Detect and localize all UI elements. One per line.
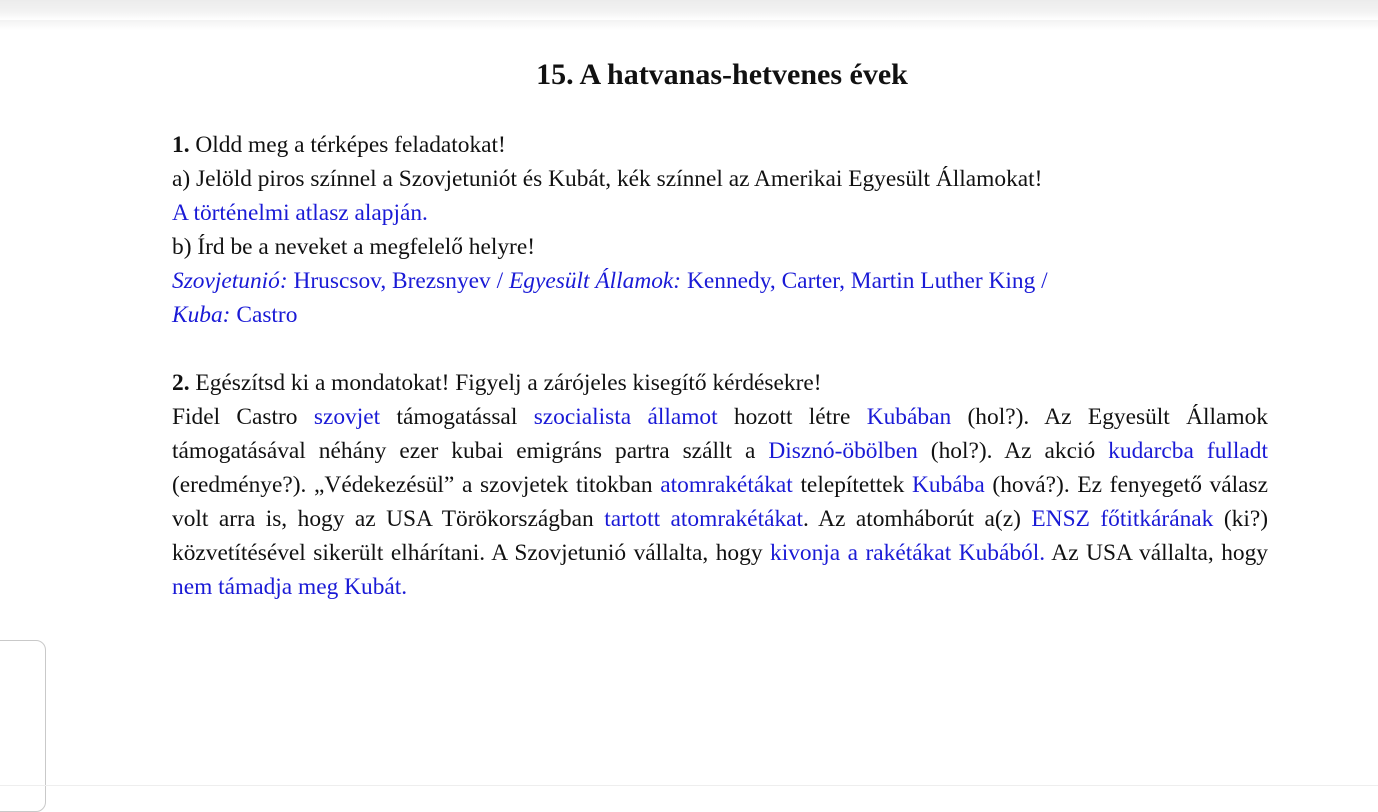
- text-segment: Fidel Castro: [172, 404, 298, 430]
- names-cuba: Castro: [236, 302, 298, 328]
- answer-blank: szovjet: [313, 404, 381, 430]
- worksheet-content: [172, 128, 1272, 604]
- names-soviet: Hruscsov, Brezsnyev /: [293, 268, 504, 294]
- task2-number: 2.: [172, 370, 190, 396]
- text-segment: telepítettek: [800, 472, 905, 498]
- text-segment: támogatással: [396, 404, 518, 430]
- text-segment: (hol?). Az akció: [930, 438, 1096, 464]
- task1-b-answer-line2: [172, 298, 1272, 332]
- label-usa: Egyesült Államok:: [508, 268, 682, 294]
- text-segment: hozott létre: [733, 404, 851, 430]
- page-title: 15. A hatvanas-hetvenes évek: [536, 58, 908, 91]
- text-segment: (ki?) közvetítésével sikerült elhárítani. A Szovjetunió vállalta, hogy: [172, 506, 1269, 566]
- task1-instruction-text: Oldd meg a térképes feladatokat!: [195, 132, 506, 158]
- text-segment: (hol?). Az Egyesült Államok támogatásával néhány ezer kubai emigráns partra szállt a: [172, 404, 1268, 464]
- task1-a-answer: A történelmi atlasz alapján.: [172, 200, 428, 226]
- answer-blank: kudarcba fulladt: [1108, 438, 1268, 464]
- top-toolbar-shadow: [0, 0, 1378, 20]
- names-usa: Kennedy, Carter, Martin Luther King /: [686, 268, 1048, 294]
- answer-blank: Disznó-öbölben: [768, 438, 918, 464]
- paragraph-gap: [172, 332, 1272, 366]
- answer-blank: nem támadja meg Kubát.: [172, 574, 408, 600]
- side-panel-tab[interactable]: [0, 640, 46, 812]
- answer-blank: Kubába: [912, 472, 985, 498]
- text-segment: (eredménye?). „Védekezésül” a szovjetek titokban: [172, 472, 653, 498]
- task1-a-text: a) Jelöld piros színnel a Szovjetuniót és Kubát, kék színnel az Amerikai Egyesült Államokat!: [172, 166, 1043, 192]
- answer-blank: atomrakétákat: [660, 472, 793, 498]
- text-segment: (hová?). Ez fenyegető válasz volt arra is, hogy az USA Törökországban: [172, 472, 1268, 532]
- bottom-divider: [0, 785, 1378, 786]
- task1-b-text: b) Írd be a neveket a megfelelő helyre!: [172, 234, 536, 260]
- label-cuba: Kuba:: [172, 302, 231, 328]
- task1-number: 1.: [172, 132, 190, 158]
- task2-instruction: [172, 366, 1272, 400]
- answer-blank: kivonja a rakétákat Kubából.: [770, 540, 1046, 566]
- task2-instruction-text: Egészítsd ki a mondatokat! Figyelj a zárójeles kisegítő kérdésekre!: [195, 370, 822, 396]
- answer-blank: ENSZ főtitkárának: [1031, 506, 1214, 532]
- text-segment: . Az atomháborút a(z): [803, 506, 1021, 532]
- task1-instruction: [172, 128, 1272, 162]
- answer-blank: szocialista államot: [533, 404, 718, 430]
- answer-blank: tartott atomrakétákat: [604, 506, 804, 532]
- answer-blank: Kubában: [866, 404, 952, 430]
- label-soviet: Szovjetunió:: [172, 268, 288, 294]
- task2-paragraph: [172, 400, 1268, 604]
- task1-b-answer-line1: [172, 264, 1272, 298]
- text-segment: Az USA vállalta, hogy: [1051, 540, 1268, 566]
